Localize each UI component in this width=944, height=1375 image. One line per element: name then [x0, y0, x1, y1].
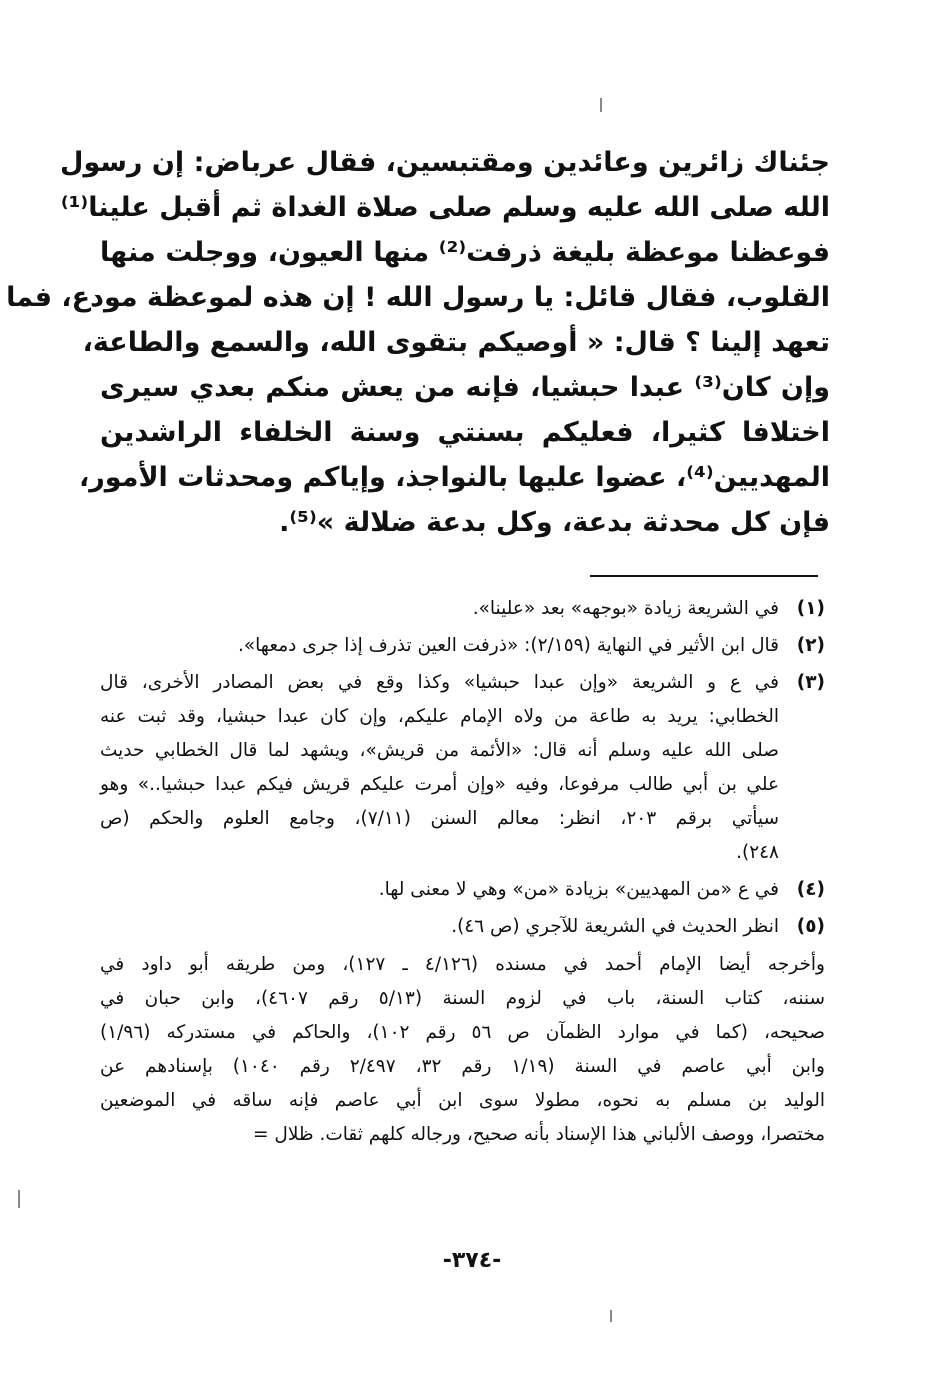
footnote-body: [100, 873, 779, 907]
footnote-number: (٥): [796, 916, 825, 937]
footnote-number: (٤): [796, 879, 825, 900]
footnote-body: [100, 629, 779, 663]
footnote-line: مختصرا، ووصف الألباني هذا الإسناد بأنه صحيح، ورجاله كلهم ثقات. ظلال =: [253, 1124, 825, 1145]
footnote-line: وابن أبي عاصم في السنة (١/١٩ رقم ٣٢، ٢/٤٩٧ رقم ١٠٤٠) بإسنادهم عن: [100, 1056, 825, 1077]
main-text-line: فوعظنا موعظة بليغة ذرفت⁽²⁾ منها العيون، ووجلت منها: [100, 237, 830, 268]
main-text-line: تعهد إلينا ؟ قال: « أوصيكم بتقوى الله، والسمع والطاعة،: [82, 327, 830, 358]
footnote-line: صحيحه، (كما في موارد الظمآن ص ٥٦ رقم ١٠٢)، والحاكم في مستدركه (١/٩٦): [100, 1022, 826, 1043]
footnote-separator: [590, 575, 818, 577]
footnote-5: [100, 910, 825, 944]
footnote-1: [100, 592, 825, 626]
footnote-3: [100, 666, 825, 870]
scan-speck: [600, 98, 602, 112]
footnote-line: سيأتي برقم ٢٠٣، انظر: معالم السنن (٧/١١)، وجامع العلوم والحكم (ص: [100, 808, 780, 829]
footnote-body: [100, 666, 779, 870]
footnote-number: (١): [796, 598, 825, 619]
footnotes: [100, 592, 825, 1152]
footnote-line: ٢٤٨).: [736, 842, 779, 863]
main-text-line: القلوب، فقال قائل: يا رسول الله ! إن هذه لموعظة مودع، فما: [6, 282, 830, 313]
footnote-line: الوليد بن مسلم به نحوه، مطولا سوى ابن أبي عاصم فإنه ساقه في الموضعين: [100, 1090, 825, 1111]
main-text-line: الله صلى الله عليه وسلم صلى صلاة الغداة ثم أقبل علينا⁽¹⁾: [60, 192, 830, 223]
footnote-line: في الشريعة زيادة «بوجهه» بعد «علينا».: [472, 598, 779, 619]
footnote-4: [100, 873, 825, 907]
footnote-body: [100, 592, 779, 626]
footnote-line: انظر الحديث في الشريعة للآجري (ص ٤٦).: [451, 916, 779, 937]
footnote-number: (٣): [796, 672, 825, 693]
main-text-line: فإن كل محدثة بدعة، وكل بدعة ضلالة »⁽⁵⁾.: [279, 507, 830, 538]
main-text-line: اختلافا كثيرا، فعليكم بسنتي وسنة الخلفاء الراشدين: [100, 417, 830, 448]
main-text-line: جئناك زائرين وعائدين ومقتبسين، فقال عرباض: إن رسول: [60, 147, 830, 178]
footnote-body: [100, 910, 779, 944]
footnote-line: في ع و الشريعة «وإن عبدا حبشيا» وكذا وقع في بعض المصادر الأخرى، قال: [100, 672, 779, 693]
footnote-line: في ع «من المهديين» بزيادة «من» وهي لا معنى لها.: [378, 879, 779, 900]
page-number: -٣٧٤-: [442, 1248, 502, 1273]
scan-speck: [610, 1310, 612, 1322]
footnote-continuation: [100, 948, 825, 1152]
scan-speck: [18, 1190, 20, 1208]
footnote-line: علي بن أبي طالب مرفوعا، وفيه «وإن أمرت عليكم قريش فيكم عبدا حبشيا..» وهو: [100, 774, 779, 795]
footnote-line: صلى الله عليه وسلم أنه قال: «الأئمة من قريش»، ويشهد لما قال الخطابي حديث: [100, 740, 779, 761]
footnote-number: (٢): [796, 635, 825, 656]
footnote-line: سننه، كتاب السنة، باب في لزوم السنة (٥/١٣ رقم ٤٦٠٧)، وابن حبان في: [100, 988, 825, 1009]
footnote-line: الخطابي: يريد به طاعة من ولاه الإمام عليكم، وإن كان عبدا حبشيا، وقد ثبت عنه: [100, 706, 779, 727]
main-text-block: [6, 140, 830, 545]
main-text-line: وإن كان⁽³⁾ عبدا حبشيا، فإنه من يعش منكم بعدي سيرى: [100, 372, 830, 403]
main-text-line: المهديين⁽⁴⁾، عضوا عليها بالنواجذ، وإياكم ومحدثات الأمور،: [79, 462, 830, 493]
footnote-line: قال ابن الأثير في النهاية (٢/١٥٩): «ذرفت العين تذرف إذا جرى دمعها».: [237, 635, 779, 656]
footnote-line: وأخرجه أيضا الإمام أحمد في مسنده (٤/١٢٦ ـ ١٢٧)، ومن طريقه أبو داود في: [100, 954, 825, 975]
footnote-2: [100, 629, 825, 663]
